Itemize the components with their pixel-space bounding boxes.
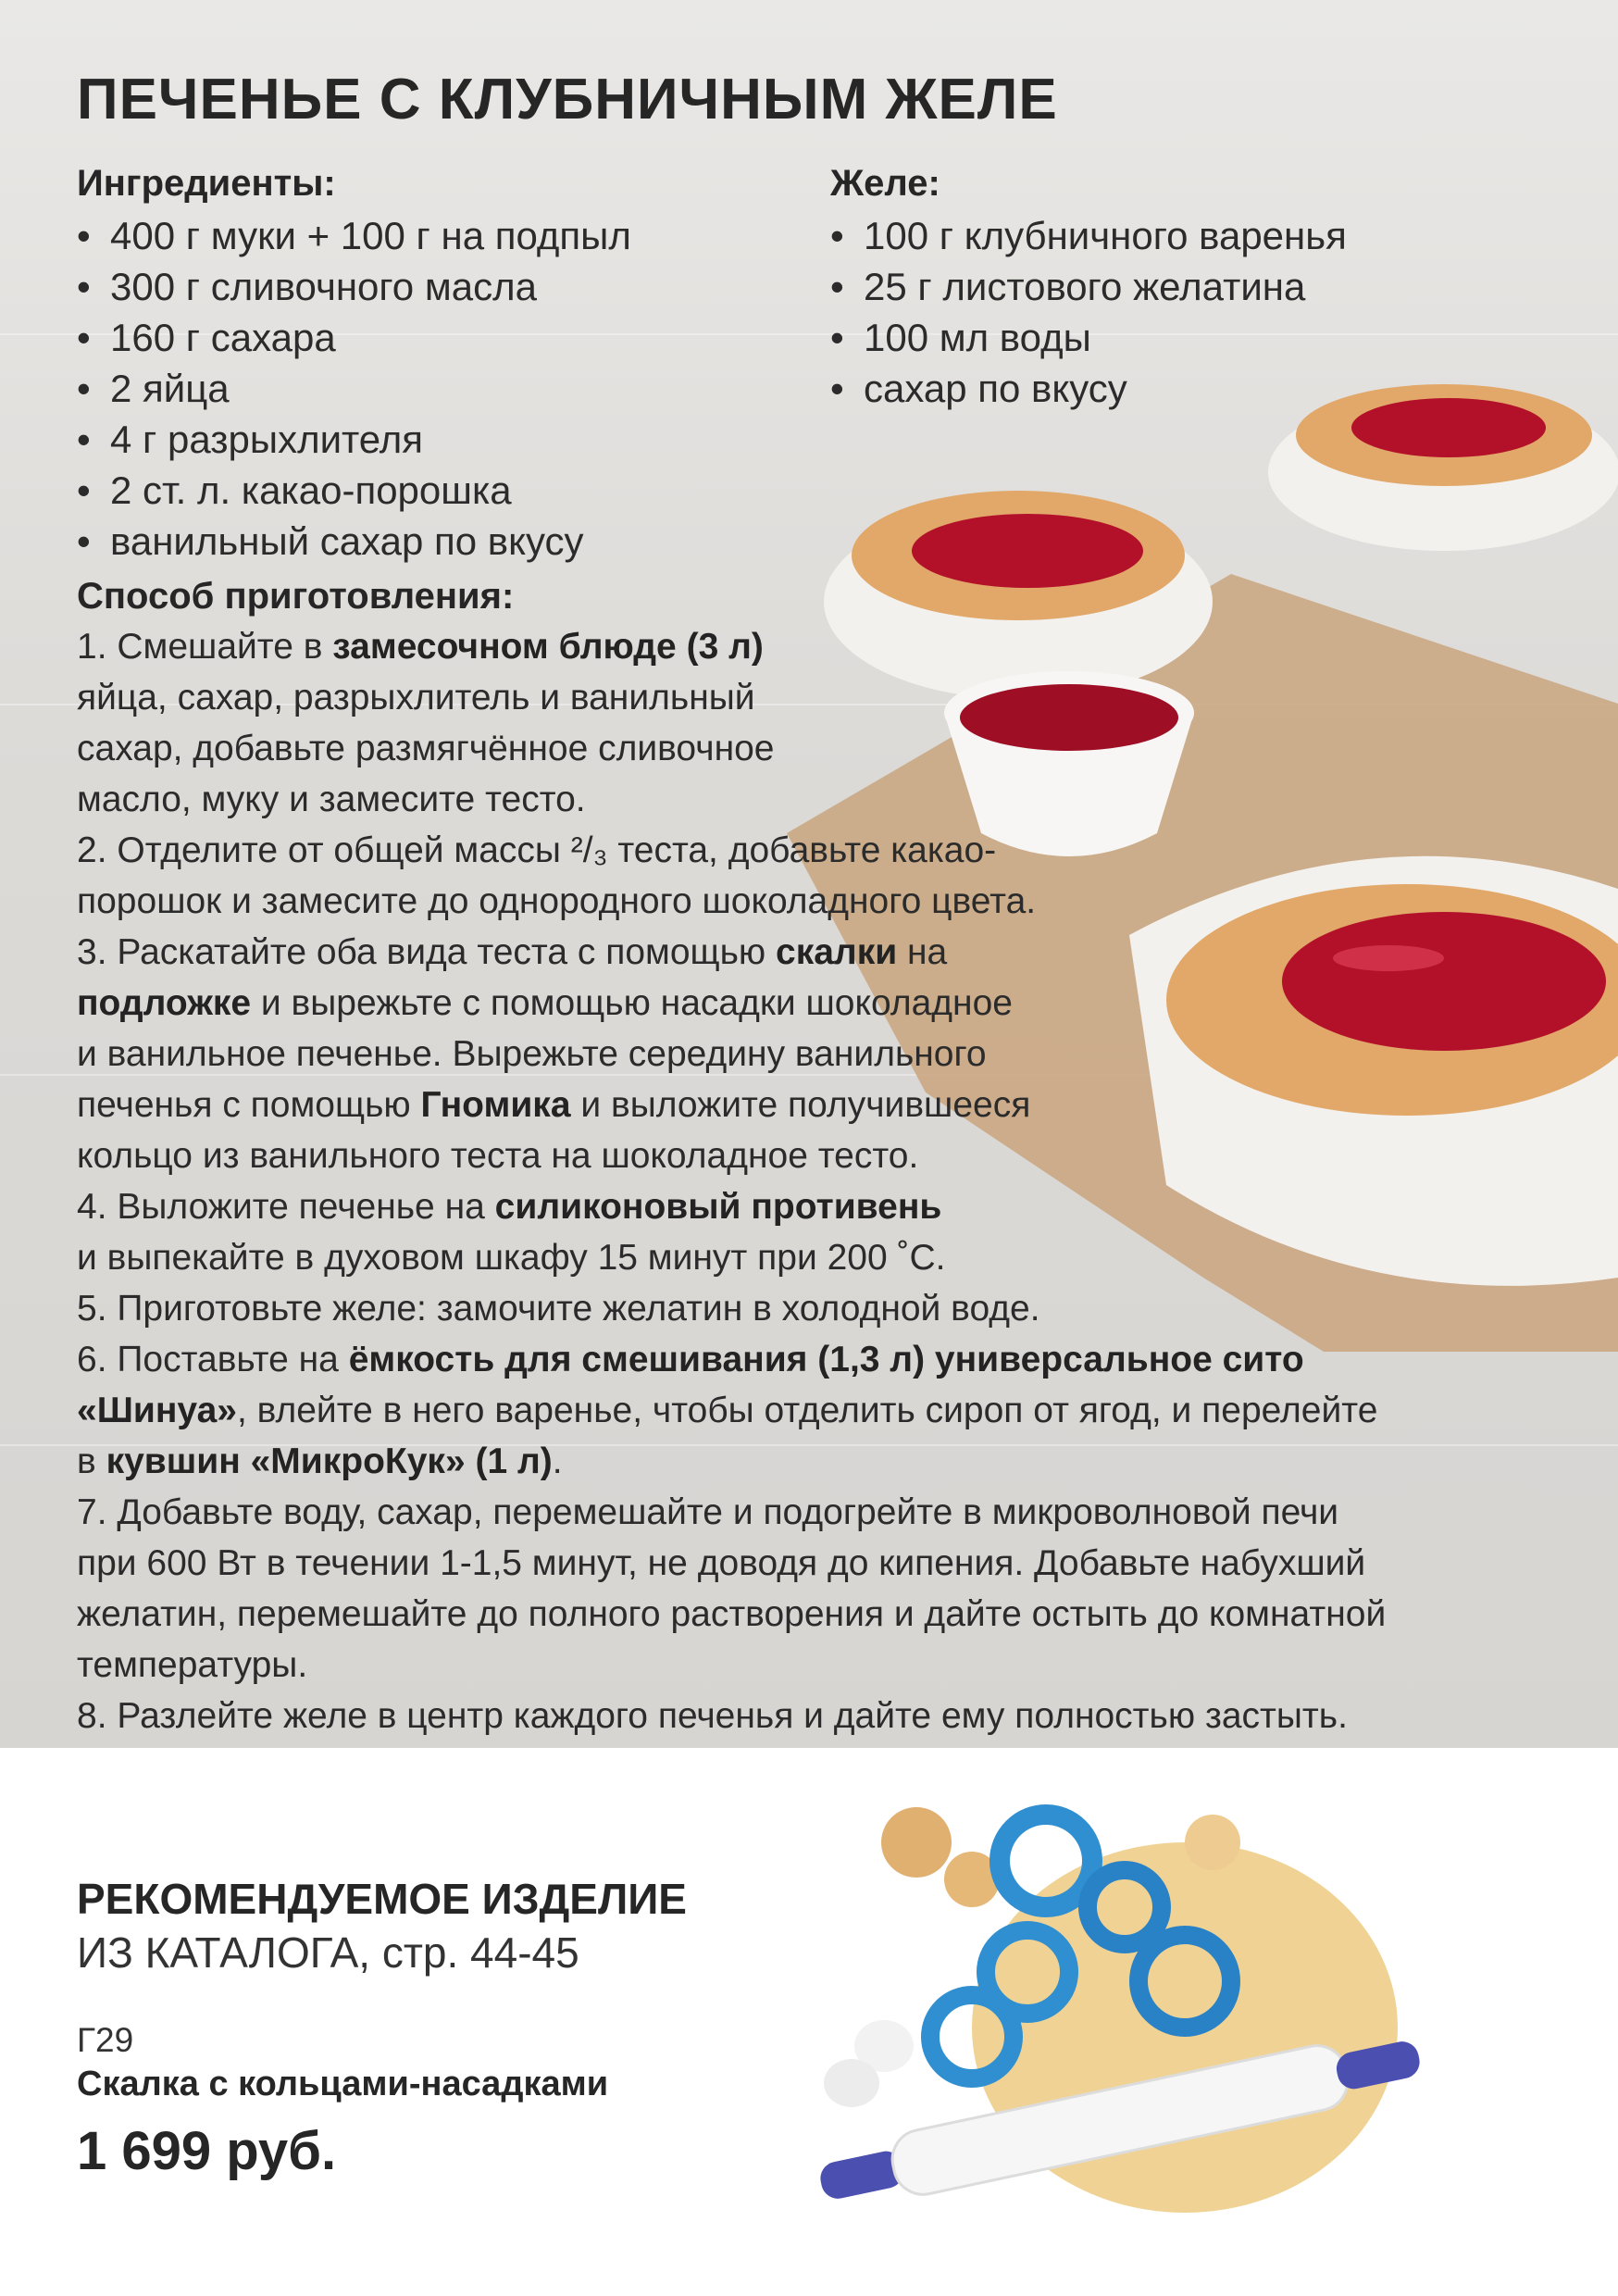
ingredients-heading: Ингредиенты: [77, 163, 336, 204]
list-item: • 25 г листового желатина [830, 261, 1571, 312]
step-8: 8. Разлейте желе в центр каждого печенья и дайте ему полностью застыть. [77, 1696, 1348, 1736]
step-1: 1. Смешайте в замесочном блюде (3 л) [77, 627, 764, 667]
jelly-list [830, 210, 1571, 414]
recommended-subtitle: ИЗ КАТАЛОГА, стр. 44-45 [77, 1928, 579, 1977]
jelly-heading: Желе: [830, 163, 940, 204]
list-item: • 4 г разрыхлителя [77, 414, 817, 465]
step-6: 6. Поставьте на ёмкость для смешивания (1,3 л) универсальное сито [77, 1340, 1304, 1379]
method-block [77, 576, 1576, 1741]
step-5: 5. Приготовьте желе: замочите желатин в холодной воде. [77, 1289, 1040, 1329]
list-item: • 160 г сахара [77, 312, 817, 363]
rolling-pin-image [796, 1787, 1444, 2222]
step-3: 3. Раскатайте оба вида теста с помощью скалки на [77, 932, 948, 972]
product-price: 1 699 руб. [77, 2121, 337, 2181]
list-item: • ванильный сахар по вкусу [77, 516, 817, 567]
step-7: 7. Добавьте воду, сахар, перемешайте и подогрейте в микроволновой печи [77, 1492, 1339, 1532]
list-item: • 300 г сливочного масла [77, 261, 817, 312]
list-item: • 100 г клубничного варенья [830, 210, 1571, 261]
page-title: ПЕЧЕНЬЕ С КЛУБНИЧНЫМ ЖЕЛЕ [77, 68, 1058, 131]
star-cookie [881, 1807, 952, 1878]
list-item: • 2 яйца [77, 363, 817, 414]
ingredients-list [77, 210, 817, 567]
list-item: • 100 мл воды [830, 312, 1571, 363]
method-steps: 1. Смешайте в замесочном блюде (3 л) яйца, сахар, разрыхлитель и ванильный сахар, добавьте размягчённое сливочное масло, муку и замесите тесто. 2. Отделите от общей массы ²/₃ теста, добавьте какао- порошок и замесите до однородного шоколадного цвета. 3. Раскатайте оба вида теста с помощью скалки на подложке и вырежьте с помощью насадки шоколадное и ванильное печенье. Вырежьте середину ванильного печенья с помощью Гномика и выложите получившееся кольцо из ванильного теста на шоколадное тесто. 4. Выложите печенье на силиконовый противень и выпекайте в духовом шкафу 15 минут при 200 ˚С. 5. Приготовьте желе: замочите желатин в холодной воде. 6. Поставьте на ёмкость для смешивания (1,3 л) универсальное сито «Шинуа», влейте в него варенье, чтобы отделить сироп от ягод, и перелейте в кувшин «МикроКук» (1 л). 7. Добавьте воду, сахар, перемешайте и подогрейте в микроволновой печи при 600 Вт в течении 1-1,5 минут, не доводя до кипения. Добавьте набухший желатин, перемешайте до полного растворения и дайте остыть до комнатной температуры. 8. Разлейте желе в центр каждого печенья и дайте ему полностью застыть. [77, 621, 1576, 1741]
ingredients-block [77, 163, 817, 567]
list-item: • 400 г муки + 100 г на подпыл [77, 210, 817, 261]
step-2: 2. Отделите от общей массы ²/₃ теста, добавьте какао- [77, 830, 997, 870]
product-code: Г29 [77, 2021, 134, 2059]
recommended-title: РЕКОМЕНДУЕМОЕ ИЗДЕЛИЕ [77, 1875, 687, 1923]
list-item: • 2 ст. л. какао-порошка [77, 465, 817, 516]
list-item: • сахар по вкусу [830, 363, 1571, 414]
product-name: Скалка с кольцами-насадками [77, 2065, 609, 2103]
method-heading: Способ приготовления: [77, 576, 515, 617]
jelly-block [830, 163, 1571, 414]
step-4: 4. Выложите печенье на силиконовый противень [77, 1187, 942, 1227]
